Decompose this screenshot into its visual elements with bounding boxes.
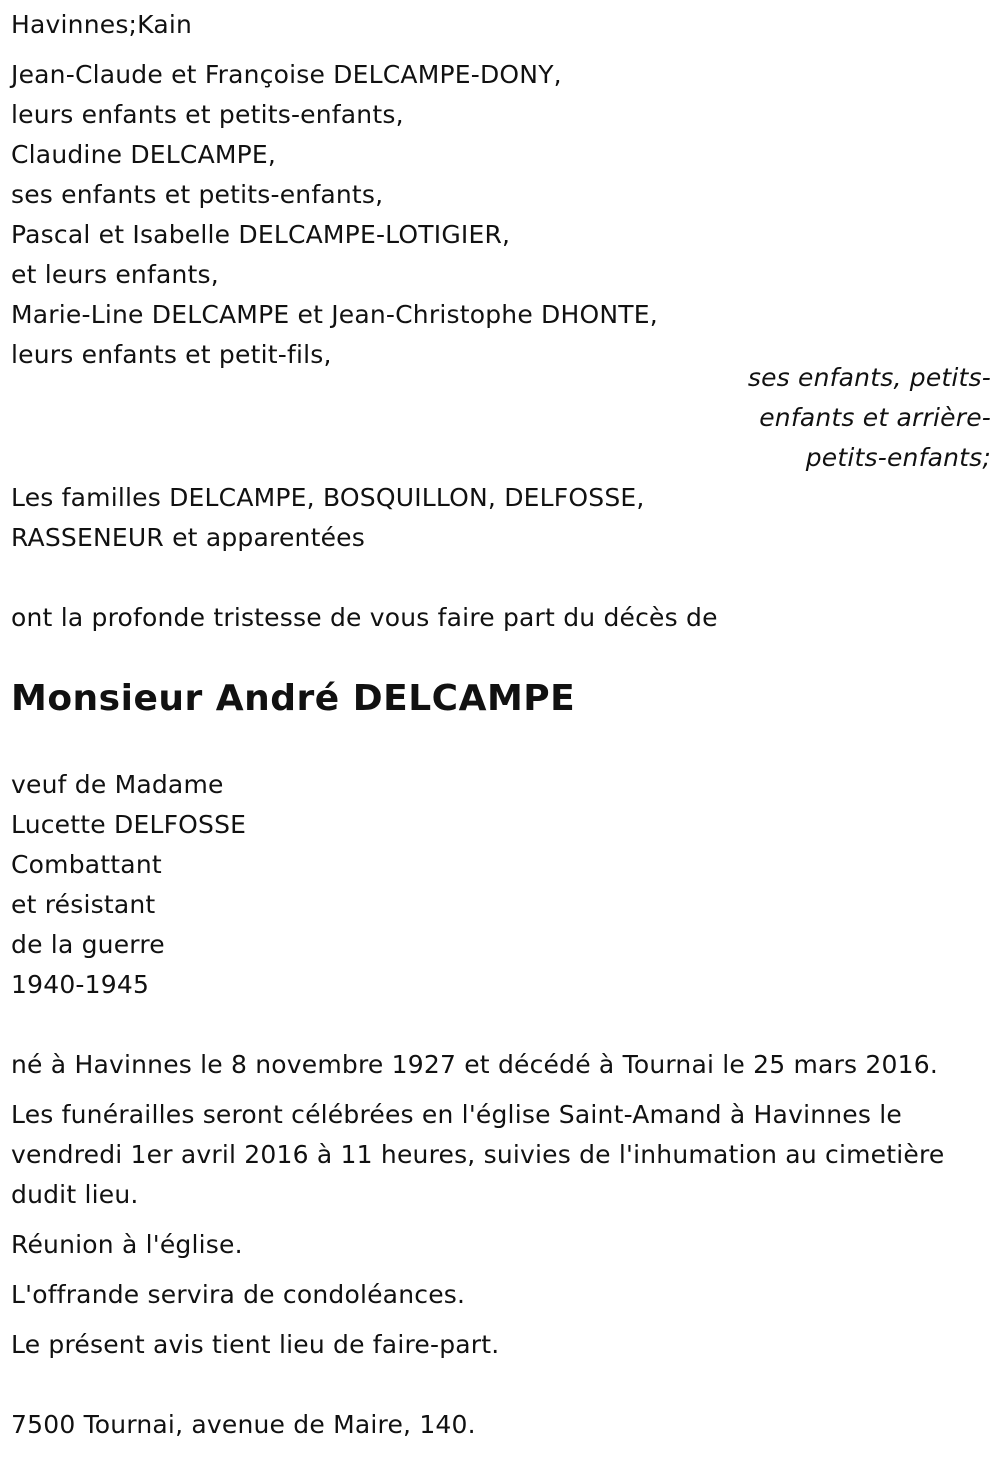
detail-line: veuf de Madame (11, 770, 224, 799)
descendants-line: enfants et arrière- (759, 403, 991, 432)
family-line: Jean-Claude et Françoise DELCAMPE-DONY, (11, 60, 562, 89)
notice-text: Le présent avis tient lieu de faire-part. (11, 1330, 500, 1359)
detail-line: de la guerre (11, 930, 165, 959)
detail-line: Lucette DELFOSSE (11, 810, 247, 839)
families-line: Les familles DELCAMPE, BOSQUILLON, DELFOSSE, (11, 483, 645, 512)
deceased-name: Monsieur André DELCAMPE (11, 678, 576, 719)
family-line: Claudine DELCAMPE, (11, 140, 277, 169)
detail-line: et résistant (11, 890, 156, 919)
funeral-line: dudit lieu. (11, 1180, 139, 1209)
family-line: ses enfants et petits-enfants, (11, 180, 384, 209)
detail-line: 1940-1945 (11, 970, 150, 999)
offering-text: L'offrande servira de condoléances. (11, 1280, 466, 1309)
family-line: leurs enfants et petit-fils, (11, 340, 332, 369)
location-header: Havinnes;Kain (11, 10, 193, 39)
families-line: RASSENEUR et apparentées (11, 523, 365, 552)
family-line: Pascal et Isabelle DELCAMPE-LOTIGIER, (11, 220, 511, 249)
announcement-text: ont la profonde tristesse de vous faire part du décès de (11, 603, 718, 632)
family-line: leurs enfants et petits-enfants, (11, 100, 404, 129)
address-text: 7500 Tournai, avenue de Maire, 140. (11, 1410, 476, 1439)
descendants-line: petits-enfants; (805, 443, 991, 472)
funeral-line: vendredi 1er avril 2016 à 11 heures, suivies de l'inhumation au cimetière (11, 1140, 945, 1169)
funeral-line: Les funérailles seront célébrées en l'église Saint-Amand à Havinnes le (11, 1100, 902, 1129)
meeting-text: Réunion à l'église. (11, 1230, 243, 1259)
birth-death-text: né à Havinnes le 8 novembre 1927 et décédé à Tournai le 25 mars 2016. (11, 1050, 938, 1079)
descendants-line: ses enfants, petits- (747, 363, 991, 392)
family-line: et leurs enfants, (11, 260, 219, 289)
family-line: Marie-Line DELCAMPE et Jean-Christophe DHONTE, (11, 300, 658, 329)
detail-line: Combattant (11, 850, 162, 879)
